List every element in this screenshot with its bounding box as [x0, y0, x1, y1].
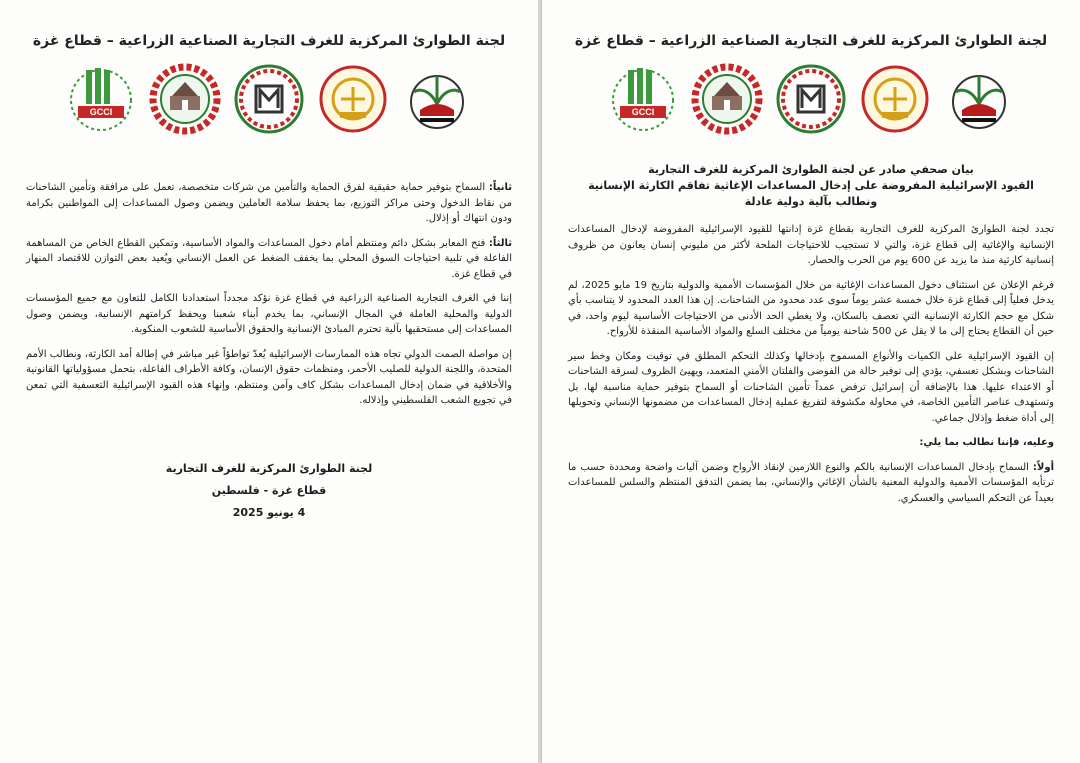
demand-1-label: أولاً: [1032, 461, 1054, 473]
demand-2-label: ثانياً: [488, 182, 512, 193]
north-gaza-chamber-logo [690, 62, 764, 136]
gaza-chamber-logo [64, 62, 138, 136]
demand-3 [26, 236, 512, 283]
press-release-headline: القيود الإسرائيلية المفروضة على إدخال المساعدات الإغاثية تفاقم الكارثة الإنسانية ونطالب بآلية دولية عادلة [588, 179, 1034, 208]
left-page [0, 0, 538, 763]
demands-intro [568, 435, 1054, 451]
signature-location: قطاع غزة - فلسطين [211, 483, 327, 497]
logos-row [542, 58, 1080, 140]
paragraph-international-silence: إن مواصلة الصمت الدولي تجاه هذه الممارسات الإسرائيلية يُعدّ تواطؤاً غير مباشر في إطالة أمد الكارثة، ونطالب الأمم المتحدة، واللجنة الدولية للصليب الأحمر، ومنظمات حقوق الإنسان، وكافة الأطراف الفاعلة، بتحمل مسؤولياتها القانونية والأخلاقية في ضمان إدخال المساعدات بشكل كاف وآمن ومنتظم، وإنهاء هذه القيود الإسرائيلية التعسفية التي تمعن في تجويع الشعب الفلسطيني وإذلاله. [26, 348, 512, 406]
middle-governorate-chamber-logo [316, 62, 390, 136]
paragraph-restrictions: إن القيود الإسرائيلية على الكميات والأنواع المسموح بإدخالها وكذلك التحكم المطلق في توقيت ومكان وخط سير الشاحنات وبشكل تعسفي، يؤدي إلى توفير حالة من الفوضى والفلتان الأمني المتعمد، ويهيئ الظروف لسرقة الشاحنات أو الاعتداء عليها. هذا بالإضافة أن إسرائيل ترفض عمداً تأمين الشاحنات أو السماح بتوفير حماية مناسبة لها، بل وتستهدف عناصر التأمين الخاصة، في محاولة مكشوفة لتفريغ عملية إدخال المساعدات من مضمونها الإنساني وتحويلها إلى أداة ضغط وإذلال جماعي. [568, 350, 1054, 424]
rafah-chamber-logo [232, 62, 306, 136]
khan-younis-chamber-logo [942, 62, 1016, 136]
signature-org: لجنة الطوارئ المركزية للغرف التجارية [165, 461, 373, 475]
demand-2-text: السماح بتوفير حماية حقيقية لفرق الحماية والتأمين من شركات متخصصة، تعمل على مرافقة وتأمين الشاحنات من نقاط الدخول وحتى مراكز التوزيع، بما يحفظ سلامة العاملين ويضمن وصول المساعدات إلى المواطنين بكرامة ودون انتهاك أو إذلال. [26, 182, 512, 224]
paragraph-readiness: إننا في الغرف التجارية الصناعية الزراعية في قطاع غزة نؤكد مجدداً استعدادنا الكامل للتعاون مع جميع المؤسسات الدولية والمحلية العاملة في المجال الإنساني، بما يخدم أبناء شعبنا ويحفظ كرامتهم الإنسانية، ويضمن وصول المساعدات إلى مستحقيها بآلية تحترم المبادئ الإنسانية والحقوق الأساسية للشعوب المنكوبة. [26, 293, 512, 335]
demand-3-label: ثالثاً: [488, 237, 512, 249]
page-header: لجنة الطوارئ المركزية للغرف التجارية الصناعية الزراعية – قطاع غزة [574, 33, 1048, 49]
gaza-chamber-logo [606, 62, 680, 136]
signature-date: 4 يونيو 2025 [232, 505, 306, 519]
north-gaza-chamber-logo [148, 62, 222, 136]
press-release-title: بيان صحفي صادر عن لجنة الطوارئ المركزية للغرف التجارية [648, 163, 974, 176]
svg-text:GCCI: GCCI [631, 107, 655, 117]
demand-2 [26, 180, 512, 227]
paragraph-intro: تجدد لجنة الطوارئ المركزية للغرف التجارية بقطاع غزة إدانتها للقيود الإسرائيلية المفروضة لإدخال المساعدات الإنسانية والإغاثية إلى قطاع غزة، والتي لا تستجيب للاحتياجات الملحة لأكثر من مليوني إنسان يعانون من ظروف إنسانية كارثية منذ ما يزيد عن 600 يوم من الحرب والحصار. [568, 224, 1054, 266]
middle-governorate-chamber-logo [858, 62, 932, 136]
rafah-chamber-logo [774, 62, 848, 136]
svg-text:GCCI: GCCI [89, 107, 113, 117]
right-body [542, 162, 1080, 506]
demands-intro-text: وعليه، فإننا نطالب بما يلي: [919, 437, 1054, 448]
paragraph-aid-resumption: فرغم الإعلان عن استئناف دخول المساعدات الإغاثية من خلال المؤسسات الأممية والدولية بتاريخ 19 مايو 2025، لم يدخل فعلياً إلى قطاع غزة خلال خمسة عشر يوماً سوى عدد محدود من الشاحنات. إن هذا العدد المحدود لا يتناسب بأي شكل مع حجم الكارثة الإنسانية التي تعصف بالسكان، ولا يغطي الحد الأدنى من الاحتياجات الأساسية ليوم واحد، في حين أن القطاع يحتاج إلى ما لا يقل عن 500 شاحنة يومياً من مختلف السلع والمواد الأساسية المنقذة للأرواح. [568, 279, 1054, 337]
demand-3-text: فتح المعابر بشكل دائم ومنتظم أمام دخول المساعدات والمواد الأساسية، وتمكين القطاع الخاص من المساهمة الفاعلة في تلبية احتياجات السوق المحلي بما يخفف الضغط عن العمل الإنساني ويُعيد بعض التوازن للاقتصاد المنهار في قطاع غزة. [26, 237, 512, 280]
khan-younis-chamber-logo [400, 62, 474, 136]
left-body [0, 180, 538, 524]
page-header: لجنة الطوارئ المركزية للغرف التجارية الصناعية الزراعية – قطاع غزة [32, 33, 506, 49]
right-page [542, 0, 1080, 763]
demand-1 [568, 460, 1054, 507]
logos-row [0, 58, 538, 140]
demand-1-text: السماح بإدخال المساعدات الإنسانية بالكم والنوع اللازمين لإنقاذ الأرواح وضمن آليات واضحة ومحددة حسب ما ترتأيه المؤسسات الأممية والدولية المعنية بالشأن الإغاثي والإنساني، بما يضمن التدفق المنتظم والسلس للمساعدات بعيداً عن التحكم السياسي والعسكري. [568, 461, 1054, 504]
